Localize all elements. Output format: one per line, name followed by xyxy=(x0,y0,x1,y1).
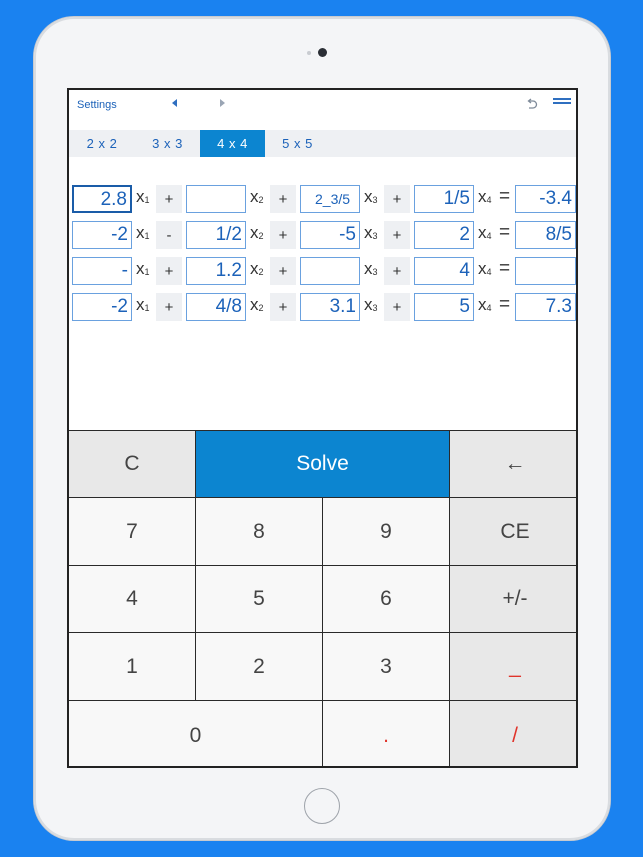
var-x4: $x_4$ xyxy=(478,223,492,242)
var-x1: $x_1$ xyxy=(136,187,150,206)
equals-sign: = xyxy=(499,294,511,315)
var-x4: $x_4$ xyxy=(478,295,492,314)
fraction-bar-button[interactable]: / xyxy=(450,701,578,768)
key-8[interactable]: 8 xyxy=(196,498,323,566)
rhs-r2[interactable]: 8/5 xyxy=(515,221,576,249)
operator-r1-2[interactable]: + xyxy=(270,185,296,213)
home-button[interactable] xyxy=(304,788,340,824)
solve-button[interactable]: Solve xyxy=(196,431,450,498)
keypad xyxy=(69,430,576,768)
equals-sign: = xyxy=(499,258,511,279)
decimal-point-button[interactable]: . xyxy=(323,701,450,768)
key-2[interactable]: 2 xyxy=(196,633,323,701)
var-x1: $x_1$ xyxy=(136,295,150,314)
key-1[interactable]: 1 xyxy=(69,633,196,701)
operator-r3-2[interactable]: + xyxy=(270,257,296,285)
var-x3: $x_3$ xyxy=(364,187,378,206)
tab-2x2[interactable]: 2 x 2 xyxy=(86,136,118,151)
var-x3: $x_3$ xyxy=(364,259,378,278)
hamburger-icon[interactable] xyxy=(553,98,571,108)
tab-4x4[interactable]: 4 x 4 xyxy=(200,130,265,157)
var-x2: $x_2$ xyxy=(250,223,264,242)
coef-r1-c2[interactable] xyxy=(186,185,246,213)
var-x2: $x_2$ xyxy=(250,259,264,278)
equation-row-2 xyxy=(69,221,576,251)
operator-r2-3[interactable]: + xyxy=(384,221,410,249)
operator-r4-1[interactable]: + xyxy=(156,293,182,321)
key-3[interactable]: 3 xyxy=(323,633,450,701)
operator-r3-3[interactable]: + xyxy=(384,257,410,285)
var-x1: $x_1$ xyxy=(136,259,150,278)
operator-r4-2[interactable]: + xyxy=(270,293,296,321)
equation-row-4 xyxy=(69,293,576,323)
coef-r2-c2[interactable]: 1/2 xyxy=(186,221,246,249)
var-x4: $x_4$ xyxy=(478,187,492,206)
operator-r2-1[interactable]: - xyxy=(156,221,182,249)
key-6[interactable]: 6 xyxy=(323,566,450,633)
key-7[interactable]: 7 xyxy=(69,498,196,566)
app-screen xyxy=(67,88,578,768)
coef-r2-c1[interactable]: -2 xyxy=(72,221,132,249)
equals-sign: = xyxy=(499,222,511,243)
coef-r4-c3[interactable]: 3.1 xyxy=(300,293,360,321)
key-0[interactable]: 0 xyxy=(69,701,323,768)
sign-toggle-button[interactable]: +/- xyxy=(450,566,578,633)
var-x2: $x_2$ xyxy=(250,295,264,314)
mixed-fraction-button[interactable]: _ xyxy=(450,633,578,701)
tab-5x5[interactable]: 5 x 5 xyxy=(282,136,313,151)
operator-r3-1[interactable]: + xyxy=(156,257,182,285)
rhs-r1[interactable]: -3.4 xyxy=(515,185,576,213)
clear-button[interactable]: C xyxy=(69,431,196,498)
triangle-right-icon[interactable] xyxy=(217,97,227,109)
coef-r4-c4[interactable]: 5 xyxy=(414,293,474,321)
clear-entry-button[interactable]: CE xyxy=(450,498,578,566)
rhs-r3[interactable] xyxy=(515,257,576,285)
tab-3x3[interactable]: 3 x 3 xyxy=(152,136,183,151)
top-bar xyxy=(69,90,576,128)
coef-r1-c1[interactable]: 2.8 xyxy=(72,185,132,213)
var-x1: $x_1$ xyxy=(136,223,150,242)
coef-r3-c1[interactable]: - xyxy=(72,257,132,285)
coef-r2-c4[interactable]: 2 xyxy=(414,221,474,249)
key-4[interactable]: 4 xyxy=(69,566,196,633)
var-x3: $x_3$ xyxy=(364,295,378,314)
var-x4: $x_4$ xyxy=(478,259,492,278)
key-9[interactable]: 9 xyxy=(323,498,450,566)
equation-row-1 xyxy=(69,185,576,215)
var-x2: $x_2$ xyxy=(250,187,264,206)
coef-r4-c1[interactable]: -2 xyxy=(72,293,132,321)
undo-icon[interactable] xyxy=(525,97,539,111)
equals-sign: = xyxy=(499,186,511,207)
matrix-size-tabs xyxy=(69,130,576,157)
coef-r3-c3[interactable] xyxy=(300,257,360,285)
triangle-left-icon[interactable] xyxy=(169,97,179,109)
coef-r2-c3[interactable]: -5 xyxy=(300,221,360,249)
settings-link[interactable]: Settings xyxy=(77,99,117,111)
camera-icon xyxy=(318,48,327,57)
coef-r1-c4[interactable]: 1/5 xyxy=(414,185,474,213)
coef-r1-c3[interactable]: 2_3/5 xyxy=(300,185,360,213)
operator-r1-3[interactable]: + xyxy=(384,185,410,213)
var-x3: $x_3$ xyxy=(364,223,378,242)
coef-r3-c4[interactable]: 4 xyxy=(414,257,474,285)
coef-r4-c2[interactable]: 4/8 xyxy=(186,293,246,321)
sensor-dot xyxy=(307,51,311,55)
rhs-r4[interactable]: 7.3 xyxy=(515,293,576,321)
operator-r2-2[interactable]: + xyxy=(270,221,296,249)
backspace-button[interactable]: ← xyxy=(450,431,578,498)
operator-r1-1[interactable]: + xyxy=(156,185,182,213)
equation-row-3 xyxy=(69,257,576,287)
coef-r3-c2[interactable]: 1.2 xyxy=(186,257,246,285)
operator-r4-3[interactable]: + xyxy=(384,293,410,321)
key-5[interactable]: 5 xyxy=(196,566,323,633)
